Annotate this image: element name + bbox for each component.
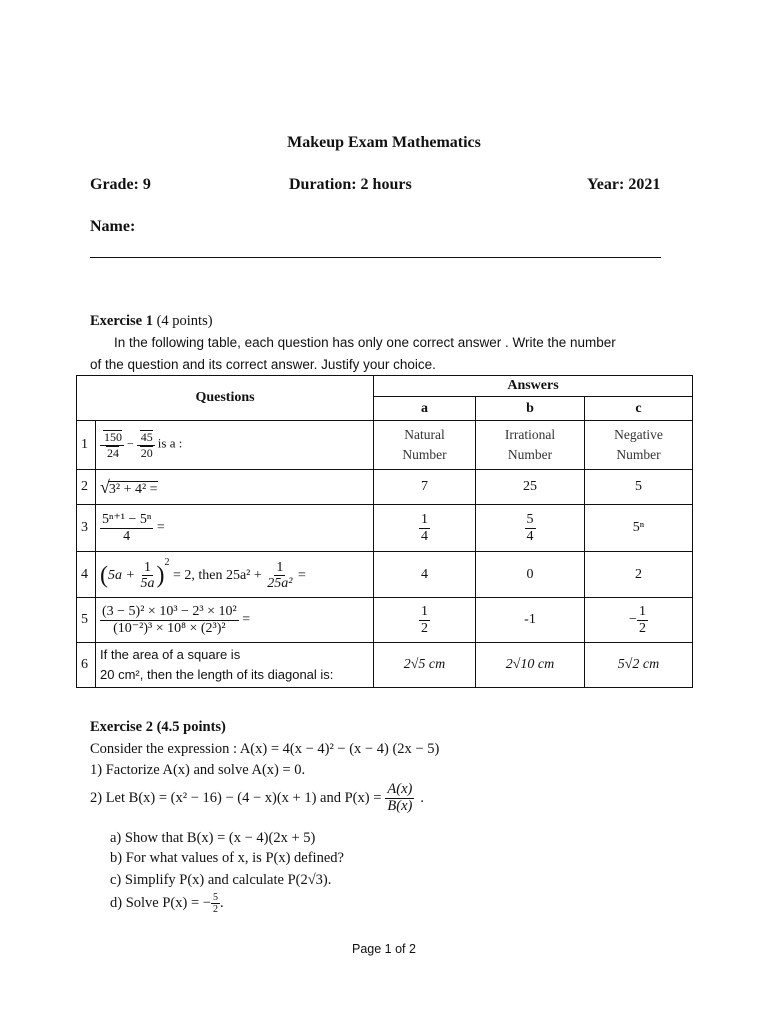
questions-table [76,375,693,688]
fraction-denominator: B(x) [387,797,413,814]
fraction-numerator: 1 [638,604,646,620]
row-number: 3 [77,505,96,552]
fraction-denominator: 2 [212,904,218,915]
answer-c: 5 [585,470,693,505]
answer-c: 5√2 cm [585,643,693,688]
answer-a: 7 [374,470,476,505]
exercise-2-question-a: a) Show that B(x) = (x − 4)(2x + 5) [110,830,316,846]
exercise-1-title: Exercise 1 [90,313,153,329]
exercise-2-part-1: 1) Factorize A(x) and solve A(x) = 0. [90,762,306,778]
question-cell [96,598,374,643]
fraction-numerator: A(x) [387,781,413,797]
answer-b-line1: Irrational [504,427,556,442]
fraction [385,782,414,815]
fraction: $\frac{1}{5a}$ [140,560,155,592]
question-text: = 2, then 25a² + [172,567,262,583]
fraction-numerator: 5 [212,892,218,903]
fraction: $\frac{1}{\text{25a²}}$ [267,560,293,592]
exercise-1-intro-line2: of the question and its correct answer. Justify your choice. [90,357,436,372]
table-row [77,598,693,643]
page-footer: Page 1 of 2 [352,942,416,956]
table-row [77,470,693,505]
answer-a [374,505,476,552]
answer-b [476,505,585,552]
fraction: $\frac{150}{24}$ [100,430,124,459]
exercise-2-question-d: d) Solve P(x) = − $\frac{5}{2}$ . [110,892,224,915]
exercise-2-expression: Consider the expression : A(x) = 4(x − 4)² − (x − 4) (2x − 5) [90,741,440,757]
answer-b: 25 [476,470,585,505]
answer-c: 2 [585,552,693,598]
question-cell [96,643,374,688]
header-questions: Questions [77,376,374,421]
exercise-2-question-b: b) For what values of x, is P(x) defined? [110,850,344,866]
fraction-numerator: 5 [526,512,534,528]
fraction-denominator: (10⁻²)³ × 10⁸ × (2³)² [113,620,226,636]
fraction-numerator: (3 − 5)² × 10³ − 2³ × 10² [102,604,237,620]
equals-sign: = [242,612,251,628]
fraction [211,892,220,915]
minus-sign: − [629,612,637,627]
fraction-denominator: 2 [638,620,646,636]
fraction-denominator: 4 [421,528,428,544]
exercise-2-question-c: c) Simplify P(x) and calculate P(2√3). [110,872,332,888]
fraction-denominator: 2 [421,620,428,636]
answer-a-line2: Number [402,447,447,462]
answer-a: 4 [374,552,476,598]
equals-sign: = [156,520,165,536]
question-cell [96,505,374,552]
answer-b [476,421,585,470]
header-col-c: c [585,397,693,421]
question-cell: (5a + $\frac{1}{5a}$ )$^2$ = 2, then 25a² + $\frac{1}{\text{25a²}}$ = [96,552,374,598]
answer-c-line1: Negative [614,427,663,442]
answer-c-line2: Number [616,447,661,462]
fraction-numerator: 1 [421,604,428,620]
question-line1: If the area of a square is [100,647,241,662]
answer-c [585,598,693,643]
exercise-1-intro-line1: In the following table, each question has only one correct answer . Write the number [114,335,616,350]
exercise-1-points: (4 points) [156,313,213,329]
part-2-text: 2) Let B(x) = (x² − 16) − (4 − x)(x + 1) and P(x) = [90,789,382,806]
fraction [100,512,153,544]
fraction [100,604,239,636]
header-col-b: b [476,397,585,421]
fraction-numerator: 1 [421,512,428,528]
question-cell: √3² + 4² = [96,470,374,505]
answer-b: -1 [476,598,585,643]
question-text: 3² + 4² = [108,481,158,497]
exercise-2-title: Exercise 2 [90,719,153,735]
name-underline [90,257,661,258]
exercise-2-points: (4.5 points) [156,719,226,735]
fraction: $\frac{45}{20}$ [137,430,155,459]
answer-a-line1: Natural [404,427,445,442]
answer-a [374,598,476,643]
table-row [77,552,693,598]
table-row [77,421,693,470]
answer-a: 2√5 cm [374,643,476,688]
fraction-numerator: 5ⁿ⁺¹ − 5ⁿ [102,512,152,528]
answer-b-line2: Number [507,447,553,462]
header-col-a: a [374,397,476,421]
exercise-2-heading [90,719,226,736]
page-title: Makeup Exam Mathematics [287,134,481,151]
exercise-1-heading [90,313,213,330]
row-number: 4 [77,552,96,598]
answer-a [374,421,476,470]
table-row [77,643,693,688]
answer-c: 5ⁿ [585,505,693,552]
name-label: Name: [90,218,136,235]
duration-label: Duration: 2 hours [289,176,412,193]
grade-label: Grade: 9 [90,176,151,193]
answer-b: 2√10 cm [476,643,585,688]
table-row [77,505,693,552]
fraction-denominator: 4 [123,528,131,544]
exercise-2-part-2: 2) Let B(x) = (x² − 16) − (4 − x)(x + 1) and P(x) = $\frac{A(x)}{B(x)}$ . [90,781,424,814]
question-cell: $\frac{150}{24}$ − $\frac{45}{20}$ is a : [96,421,374,470]
year-label: Year: 2021 [587,176,661,193]
row-number: 6 [77,643,96,688]
question-d-text: d) Solve P(x) = − [110,895,211,911]
header-answers: Answers [374,376,693,397]
question-suffix: is a : [157,435,183,451]
answer-b: 0 [476,552,585,598]
answer-c [585,421,693,470]
row-number: 2 [77,470,96,505]
row-number: 1 [77,421,96,470]
row-number: 5 [77,598,96,643]
fraction-denominator: 4 [526,528,534,544]
question-line2: 20 cm², then the length of its diagonal is: [100,667,334,682]
